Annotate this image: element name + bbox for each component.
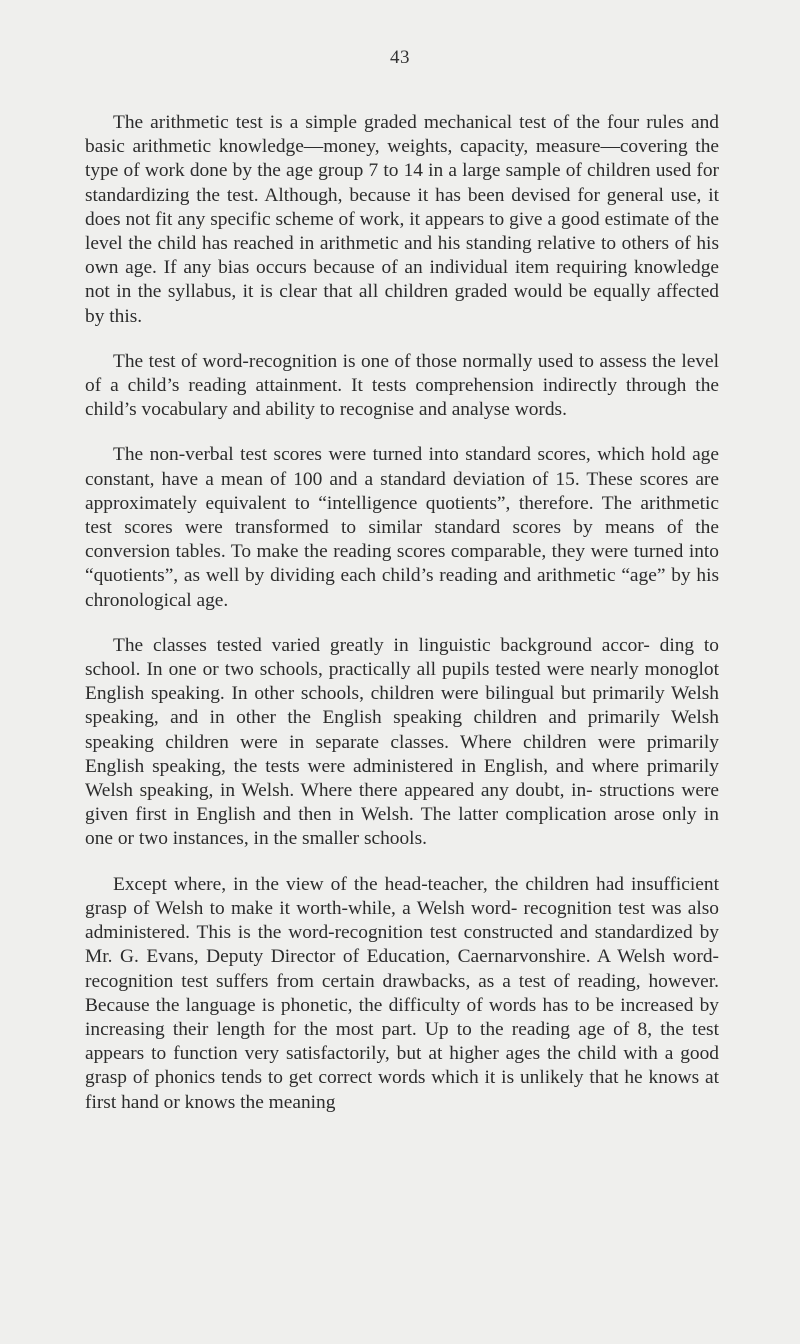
paragraph-word-recognition: The test of word-recognition is one of those normally used to assess the level of a child’s reading attainment. It tests comprehension indirectly through the child’s vocabulary and ability to recognise and analyse words. bbox=[85, 350, 719, 421]
paragraph-welsh-word-recognition: Except where, in the view of the head-teacher, the children had insufficient grasp of Welsh to make it worth-while, a Welsh word- recognition test was also administered. This is the word-recognition test constructed and standardized by Mr. G. Evans, Deputy Director of Education, Caernarvonshire. A Welsh word-recognition test suffers from certain drawbacks, as a test of reading, however. Because the language is phonetic, the difficulty of words has to be increased by increasing their length for the most part. Up to the reading age of 8, the test appears to function very satisfactorily, but at higher ages the child with a good grasp of phonics tends to get correct words which it is unlikely that he knows at first hand or knows the meaning bbox=[85, 873, 719, 1113]
paragraph-arithmetic-test: The arithmetic test is a simple graded mechanical test of the four rules and basic arithmetic knowledge—money, weights, capacity, measure—covering the type of work done by the age group 7 to 14 in a large sample of children used for standardizing the test. Although, because it has been devised for general use, it does not fit any specific scheme of work, it appears to give a good estimate of the level the child has reached in arithmetic and his standing relative to others of his own age. If any bias occurs because of an individual item requiring knowledge not in the syllabus, it is clear that all children graded would be equally affected by this. bbox=[85, 112, 719, 327]
body-text bbox=[85, 111, 719, 1115]
paragraph-standard-scores: The non-verbal test scores were turned into standard scores, which hold age constant, have a mean of 100 and a standard deviation of 15. These scores are approximately equivalent to “intelligence quotients”, therefore. The arithmetic test scores were transformed to similar standard scores by means of the conversion tables. To make the reading scores comparable, they were turned into “quotients”, as well by dividing each child’s reading and arithmetic “age” by his chronological age. bbox=[85, 444, 719, 611]
page-number: 43 bbox=[390, 47, 410, 68]
paragraph-linguistic-background: The classes tested varied greatly in linguistic background accor- ding to school. In one or two schools, practically all pupils tested were nearly monoglot English speaking. In other schools, children were bilingual but primarily Welsh speaking, and in other the English speaking children and primarily Welsh speaking children were in separate classes. Where children were primarily English speaking, the tests were administered in English, and where primarily Welsh speaking, in Welsh. Where there appeared any doubt, in- structions were given first in English and then in Welsh. The latter complication arose only in one or two instances, in the smaller schools. bbox=[85, 634, 719, 850]
